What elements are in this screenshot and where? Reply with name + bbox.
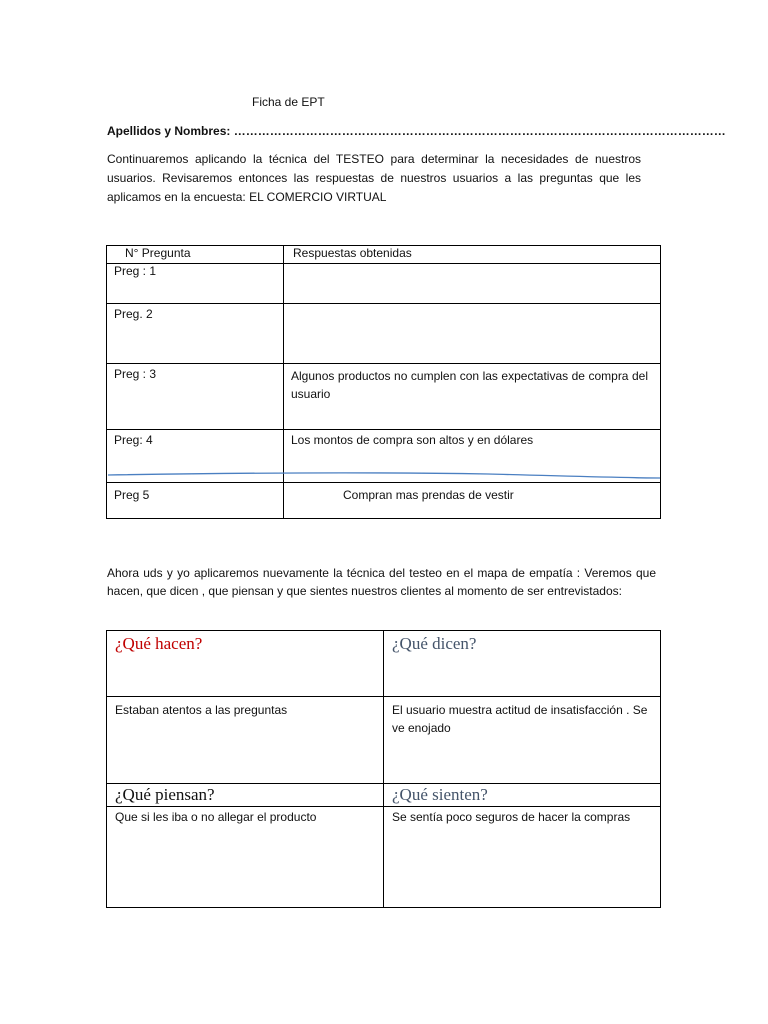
page-title: Ficha de EPT [252,95,325,109]
table-row [107,304,661,364]
blue-divider-line [108,472,660,482]
empathy-map-table [106,630,661,908]
dicen-content-cell [384,697,661,784]
sienten-text: Se sentía poco seguros de hacer la compras [392,810,631,824]
answer-cell: Los montos de compra son altos y en dólares [284,430,661,483]
question-label: Preg: 4 [107,430,284,483]
answer-cell [284,264,661,304]
piensan-title: ¿Qué piensan? [115,785,215,804]
piensan-content-cell [107,807,384,908]
answer-cell: Algunos productos no cumplen con las expectativas de compra del usuario [284,364,661,430]
header-question-number: N° Pregunta [107,246,284,264]
dicen-text: El usuario muestra actitud de insatisfacción . Se ve enojado [392,703,648,735]
sienten-content-cell [384,807,661,908]
question-label: Preg : 3 [107,364,284,430]
table-row [107,264,661,304]
sienten-header-cell [384,784,661,807]
empathy-intro-paragraph: Ahora uds y yo aplicaremos nuevamente la técnica del testeo en el mapa de empatía : Veremos que hacen, que dicen , que piensan y que sientes nuestros clientes al momento de ser entrevistados: [107,566,656,598]
sienten-title: ¿Qué sienten? [392,785,488,804]
question-label: Preg : 1 [107,264,284,304]
header-answers: Respuestas obtenidas [284,246,661,264]
hacen-content-cell [107,697,384,784]
hacen-title: ¿Qué hacen? [115,634,203,653]
hacen-header-cell [107,631,384,697]
table-row [107,483,661,519]
answers-table-header [107,246,661,264]
piensan-header-cell [107,784,384,807]
dicen-header-cell [384,631,661,697]
table-row [107,364,661,430]
answer-cell [284,483,661,519]
dicen-title: ¿Qué dicen? [392,634,477,653]
name-field-line: Apellidos y Nombres: …………………………………………………………………………………………………………… [107,124,726,138]
answer-cell [284,304,661,364]
hacen-text: Estaban atentos a las preguntas [115,703,288,717]
intro-paragraph: Continuaremos aplicando la técnica del TESTEO para determinar la necesidades de nuestros usuarios. Revisaremos entonces las respuestas de nuestros usuarios a las preguntas que les aplicamos en la encuesta: EL COMERCIO VIRTUAL [107,152,641,204]
answer-text: Compran mas prendas de vestir [343,488,514,502]
question-label: Preg 5 [107,483,284,519]
piensan-text: Que si les iba o no allegar el producto [115,810,317,824]
question-label: Preg. 2 [107,304,284,364]
